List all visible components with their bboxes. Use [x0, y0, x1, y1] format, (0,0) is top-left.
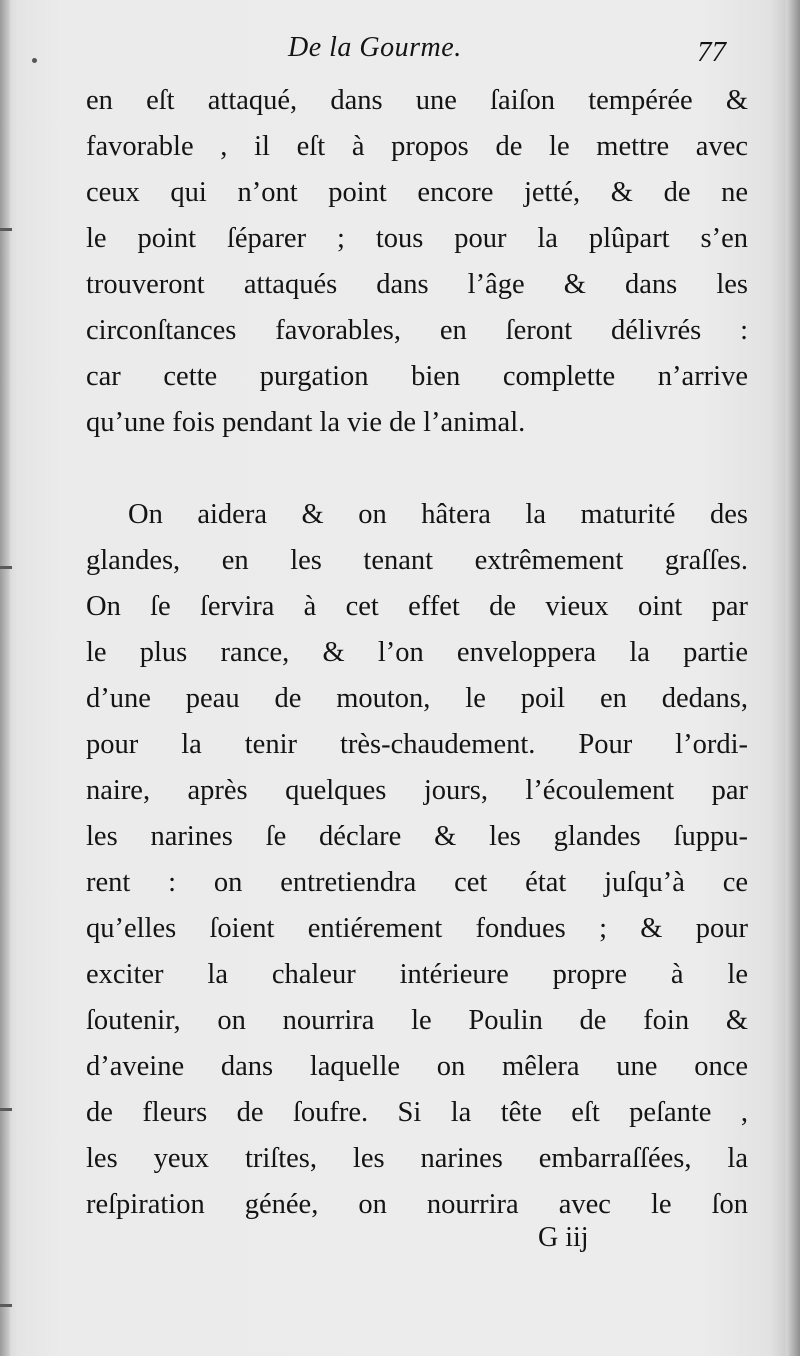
- text-line: reſpiration génée, on nourrira avec le ſon: [86, 1189, 748, 1220]
- text-line: qu’elles ſoient entiérement fondues ; & pour: [86, 913, 748, 944]
- margin-mark: [0, 1108, 12, 1111]
- text-line: rent : on entretiendra cet état juſqu’à ce: [86, 867, 748, 898]
- text-line: d’une peau de mouton, le poil en dedans,: [86, 683, 748, 714]
- text-line: On ſe ſervira à cet effet de vieux oint par: [86, 591, 748, 622]
- text-line: d’aveine dans laquelle on mêlera une once: [86, 1051, 748, 1082]
- text-line: le plus rance, & l’on enveloppera la partie: [86, 637, 748, 668]
- text-line: ſoutenir, on nourrira le Poulin de foin &: [86, 1005, 748, 1036]
- page-gutter: [0, 0, 10, 1356]
- margin-mark: [0, 1304, 12, 1307]
- text-line: trouveront attaqués dans l’âge & dans les: [86, 269, 748, 300]
- page-number: 77: [697, 36, 726, 68]
- margin-mark: [0, 228, 12, 231]
- text-line: favorable , il eſt à propos de le mettre avec: [86, 131, 748, 162]
- running-head: [0, 28, 800, 78]
- running-title: De la Gourme.: [288, 32, 462, 63]
- signature-mark: G iij: [538, 1222, 589, 1253]
- text-line: glandes, en les tenant extrêmement graſſes.: [86, 545, 748, 576]
- text-line: de fleurs de ſoufre. Si la tête eſt peſante ,: [86, 1097, 748, 1128]
- body-text: [86, 78, 748, 1228]
- text-line: les narines ſe déclare & les glandes ſuppu-: [86, 821, 748, 852]
- text-line: le point ſéparer ; tous pour la plûpart s’en: [86, 223, 748, 254]
- text-line: circonſtances favorables, en ſeront délivrés :: [86, 315, 748, 346]
- text-line: en eſt attaqué, dans une ſaiſon tempérée &: [86, 85, 748, 116]
- text-line: exciter la chaleur intérieure propre à le: [86, 959, 748, 990]
- text-line: les yeux triſtes, les narines embarraſſées, la: [86, 1143, 748, 1174]
- text-line: naire, après quelques jours, l’écoulement par: [86, 775, 748, 806]
- text-line: pour la tenir très-chaudement. Pour l’ordi-: [86, 729, 748, 760]
- paragraph-gap: [86, 446, 748, 492]
- text-line: qu’une fois pendant la vie de l’animal.: [86, 407, 526, 438]
- text-line: car cette purgation bien complette n’arrive: [86, 361, 748, 392]
- text-line: ceux qui n’ont point encore jetté, & de ne: [86, 177, 748, 208]
- page-edge: [786, 0, 800, 1356]
- text-line: On aidera & on hâtera la maturité des: [128, 499, 748, 530]
- margin-mark: [0, 566, 12, 569]
